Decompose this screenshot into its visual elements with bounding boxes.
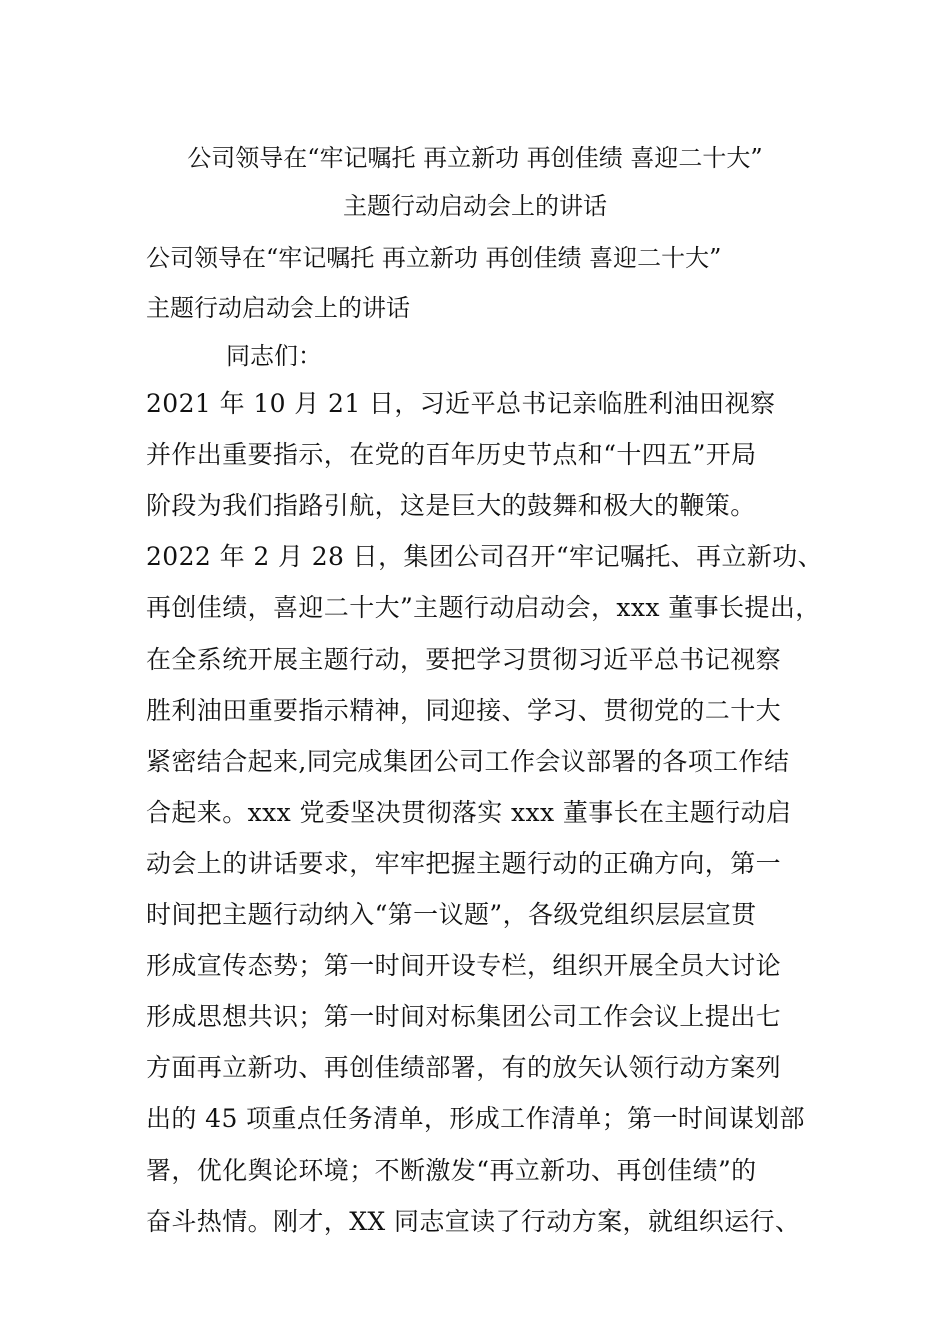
body-line: 阶段为我们指路引航，这是巨大的鼓舞和极大的鞭策。 — [146, 491, 756, 521]
body-line: 形成宣传态势；第一时间开设专栏，组织开展全员大讨论 — [146, 951, 782, 981]
body-line: 2021 年 10 月 21 日，习近平总书记亲临胜利油田视察 — [146, 389, 776, 418]
body-line: 出的 45 项重点任务清单，形成工作清单；第一时间谋划部 — [146, 1104, 805, 1134]
body-line: 紧密结合起来,同完成集团公司工作会议部署的各项工作结 — [146, 746, 790, 776]
body-line: 胜利油田重要指示精神，同迎接、学习、贯彻党的二十大 — [146, 695, 782, 725]
body-line: 再创佳绩，喜迎二十大”主题行动启动会，xxx 董事长提出， — [146, 593, 821, 623]
document-heading-line-2: 主题行动启动会上的讲话 — [146, 294, 410, 322]
document-title-line-2: 主题行动启动会上的讲话 — [343, 192, 607, 220]
document-heading-line-1: 公司领导在“牢记嘱托 再立新功 再创佳绩 喜迎二十大” — [146, 244, 722, 272]
body-line: 在全系统开展主题行动，要把学习贯彻习近平总书记视察 — [146, 644, 782, 674]
body-line: 合起来。xxx 党委坚决贯彻落实 xxx 董事长在主题行动启 — [146, 797, 792, 827]
body-line: 方面再立新功、再创佳绩部署，有的放矢认领行动方案列 — [146, 1053, 782, 1083]
body-line: 并作出重要指示，在党的百年历史节点和“十四五”开局 — [146, 440, 757, 470]
greeting: 同志们： — [226, 342, 322, 370]
document-title-line-1: 公司领导在“牢记嘱托 再立新功 再创佳绩 喜迎二十大” — [187, 144, 763, 172]
body-line: 奋斗热情。刚才，XX 同志宣读了行动方案，就组织运行、 — [146, 1206, 801, 1236]
body-line: 署，优化舆论环境；不断激发“再立新功、再创佳绩”的 — [146, 1155, 757, 1185]
body-line: 2022 年 2 月 28 日，集团公司召开“牢记嘱托、再立新功、 — [146, 542, 824, 572]
body-line: 动会上的讲话要求，牢牢把握主题行动的正确方向，第一 — [146, 848, 782, 878]
body-line: 时间把主题行动纳入“第一议题”，各级党组织层层宣贯 — [146, 900, 757, 929]
body-line: 形成思想共识；第一时间对标集团公司工作会议上提出七 — [146, 1002, 782, 1032]
